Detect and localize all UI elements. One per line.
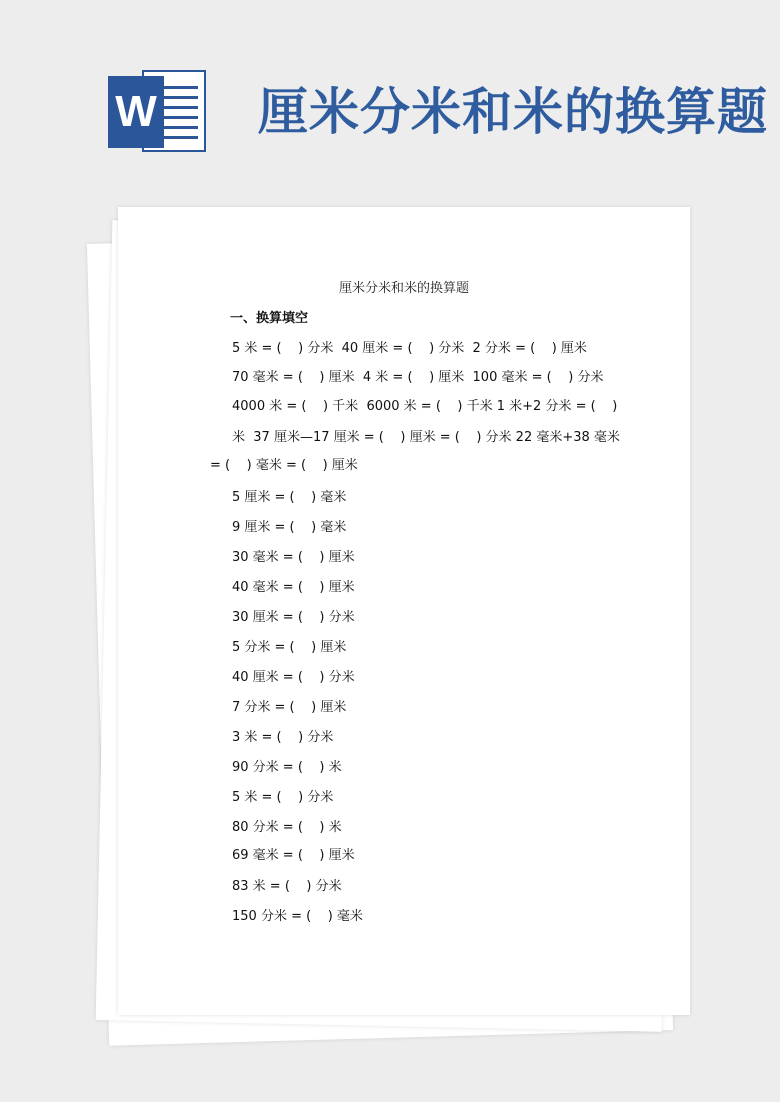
- exercise-line: 5 米 = ( ) 分米 40 厘米 = ( ) 分米 2 分米 = ( ) 厘米: [232, 341, 587, 356]
- exercise-line: 80 分米 = ( ) 米: [232, 820, 342, 835]
- exercise-line: 3 米 = ( ) 分米: [232, 730, 334, 745]
- exercise-line: 5 分米 = ( ) 厘米: [232, 640, 347, 655]
- exercise-line: 30 毫米 = ( ) 厘米: [232, 550, 355, 565]
- exercise-line: = ( ) 毫米 = ( ) 厘米: [210, 458, 358, 473]
- banner-title: 厘米分米和米的换算题: [258, 82, 768, 141]
- exercise-line: 40 厘米 = ( ) 分米: [232, 670, 355, 685]
- exercise-line: 4000 米 = ( ) 千米 6000 米 = ( ) 千米 1 米+2 分米 = ( ): [232, 399, 618, 414]
- document-title: 厘米分米和米的换算题: [338, 281, 469, 296]
- exercise-line: 90 分米 = ( ) 米: [232, 760, 342, 775]
- exercise-line: 83 米 = ( ) 分米: [232, 879, 342, 894]
- exercise-line: 5 厘米 = ( ) 毫米: [232, 490, 347, 505]
- exercise-line: 米 37 厘米—17 厘米 = ( ) 厘米 = ( ) 分米 22 毫米+38 毫米: [232, 430, 620, 445]
- section-heading: 一、换算填空: [230, 311, 309, 326]
- exercise-line: 9 厘米 = ( ) 毫米: [232, 520, 347, 535]
- exercise-line: 7 分米 = ( ) 厘米: [232, 700, 347, 715]
- exercise-line: 30 厘米 = ( ) 分米: [232, 610, 355, 625]
- banner: [0, 0, 780, 200]
- exercise-line: 150 分米 = ( ) 毫米: [232, 909, 363, 924]
- document-page: [118, 207, 690, 1015]
- exercise-line: 5 米 = ( ) 分米: [232, 790, 334, 805]
- exercise-line: 40 毫米 = ( ) 厘米: [232, 580, 355, 595]
- exercise-line: 70 毫米 = ( ) 厘米 4 米 = ( ) 厘米 100 毫米 = ( ) 分米: [232, 370, 604, 385]
- word-letter: W: [108, 76, 164, 148]
- word-logo-icon: [108, 70, 208, 154]
- exercise-line: 69 毫米 = ( ) 厘米: [232, 848, 355, 863]
